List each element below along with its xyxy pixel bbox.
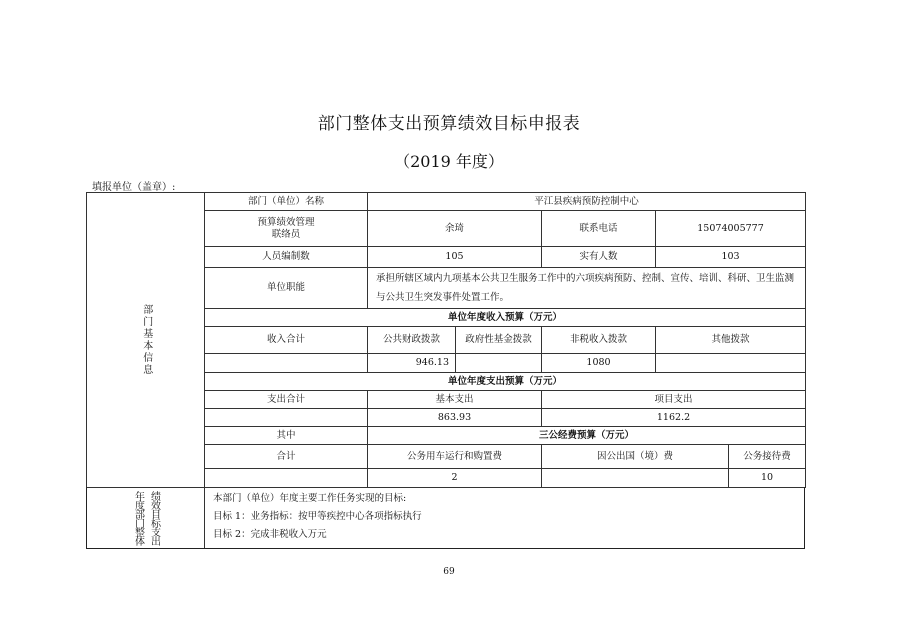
- among-label: 其中: [205, 427, 368, 445]
- other-value: [656, 353, 806, 372]
- goals-label-b: 绩效目标支出: [148, 491, 160, 546]
- contact-label-line2: 联络员: [271, 228, 301, 240]
- three-sum-value: [205, 468, 368, 487]
- income-header: 单位年度收入预算（万元）: [205, 309, 806, 327]
- page-number: 69: [443, 567, 455, 577]
- reception-label: 公务接待费: [729, 445, 806, 468]
- expense-header: 单位年度支出预算（万元）: [205, 372, 806, 390]
- phone-value: 15074005777: [656, 211, 806, 247]
- actual-staff-label: 实有人数: [542, 247, 656, 267]
- abroad-label: 因公出国（境）费: [542, 445, 729, 468]
- budget-table: [86, 192, 806, 488]
- fund-label: 政府性基金拨款: [456, 327, 542, 354]
- project-expense-label: 项目支出: [542, 391, 806, 409]
- fiscal-value: 946.13: [368, 353, 456, 372]
- goals-label: [87, 488, 205, 548]
- nontax-label: 非税收入拨款: [542, 327, 656, 354]
- abroad-value: [542, 468, 729, 487]
- staff-quota-label: 人员编制数: [205, 247, 368, 267]
- project-expense-value: 1162.2: [542, 409, 806, 427]
- income-total-value: [205, 353, 368, 372]
- goals-intro: 本部门（单位）年度主要工作任务实现的目标:: [213, 493, 407, 505]
- goal-2: 目标 2：完成非税收入万元: [213, 529, 327, 541]
- duty-value: 承担所辖区域内九项基本公共卫生服务工作中的六项疾病预防、控制、宣传、培训、科研、卫生监测与公共卫生突发事件处置工作。: [368, 267, 806, 309]
- car-label: 公务用车运行和购置费: [368, 445, 542, 468]
- contact-label: [205, 211, 368, 247]
- basic-expense-value: 863.93: [368, 409, 542, 427]
- duty-label: 单位职能: [205, 267, 368, 309]
- dept-name-value: 平江县疾病预防控制中心: [368, 193, 806, 211]
- other-label: 其他拨款: [656, 327, 806, 354]
- staff-quota-value: 105: [368, 247, 542, 267]
- contact-name: 余琦: [368, 211, 542, 247]
- actual-staff-value: 103: [656, 247, 806, 267]
- car-value: 2: [368, 468, 542, 487]
- reception-value: 10: [729, 468, 806, 487]
- filling-unit-label: 填报单位（盖章）:: [92, 182, 176, 193]
- basic-expense-label: 基本支出: [368, 391, 542, 409]
- fiscal-label: 公共财政拨款: [368, 327, 456, 354]
- page-title: 部门整体支出预算绩效目标申报表: [317, 114, 581, 134]
- contact-label-line1: 预算绩效管理: [257, 216, 315, 228]
- fund-value: [456, 353, 542, 372]
- section-basic-info: 部门基本信息: [87, 193, 205, 488]
- goals-block: [86, 487, 805, 549]
- income-total-label: 收入合计: [205, 327, 368, 354]
- three-public-header: 三公经费预算（万元）: [368, 427, 806, 445]
- year-subtitle: （2019 年度）: [394, 152, 504, 171]
- nontax-value: 1080: [542, 353, 656, 372]
- phone-label: 联系电话: [542, 211, 656, 247]
- three-sum-label: 合计: [205, 445, 368, 468]
- goals-label-a: 年度部门整体: [132, 491, 144, 546]
- dept-name-label: 部门（单位）名称: [205, 193, 368, 211]
- expense-total-label: 支出合计: [205, 391, 368, 409]
- goals-content: [205, 488, 804, 548]
- goal-1: 目标 1：业务指标：按甲等疾控中心各项指标执行: [213, 511, 422, 523]
- expense-total-value: [205, 409, 368, 427]
